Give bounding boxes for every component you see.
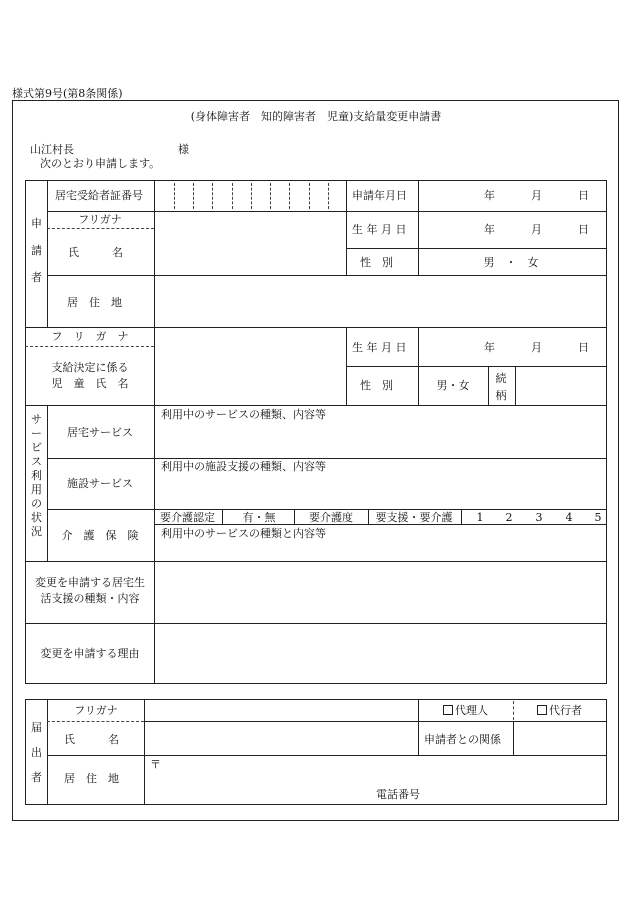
child-furigana-label: フ リ ガ ナ — [51, 330, 129, 343]
home-service-note: 利用中のサービスの種類、内容等 — [161, 408, 326, 421]
applicant-gender-label: 性 別 — [360, 256, 393, 269]
applicant-birth-day: 日 — [578, 223, 589, 236]
care-level-2: 2 — [505, 511, 513, 524]
child-relation-label-2: 柄 — [495, 389, 507, 402]
child-birth-label: 生 年 月 日 — [352, 341, 407, 354]
postal-mark: 〒 — [150, 758, 161, 771]
submitter-section-label: 届 出 者 — [31, 721, 42, 784]
application-date-label: 申請年月日 — [352, 189, 407, 202]
child-birth-day: 日 — [578, 341, 589, 354]
child-name-label-1: 支給決定に係る — [51, 361, 129, 374]
change-content-label-2: 活支援の種類・内容 — [40, 592, 140, 605]
child-relation-label-1: 続 — [495, 372, 507, 385]
proxy-option[interactable]: 代行者 — [537, 705, 582, 716]
child-name-label-2: 児 童 氏 名 — [51, 377, 129, 390]
care-cert-label: 要介護認定 — [160, 511, 215, 524]
cert-number-label: 居宅受給者証番号 — [55, 189, 143, 202]
phone-label: 電話番号 — [376, 788, 420, 801]
services-section-label: サ ー ビ ス 利 用 の 状 況 — [31, 413, 42, 538]
home-service-label: 居宅サービス — [67, 426, 133, 439]
change-content-label-1: 変更を申請する居宅生 — [35, 576, 145, 589]
care-cert-options: 有・無 — [242, 511, 276, 524]
relation-label: 申請者との関係 — [424, 733, 501, 746]
child-gender-options: 男・女 — [436, 379, 470, 392]
form-number: 様式第9号(第8条関係) — [12, 87, 123, 100]
proxy-checkbox[interactable] — [537, 705, 547, 715]
care-insurance-label: 介 護 保 険 — [61, 529, 139, 542]
applicant-furigana-label: フリガナ — [78, 213, 122, 226]
care-level-options: 要支援・要介護 — [375, 511, 453, 524]
applicant-birth-month: 月 — [531, 223, 542, 236]
applicant-name-label: 氏 名 — [68, 246, 123, 259]
application-day: 日 — [578, 189, 589, 202]
care-level-3: 3 — [535, 511, 543, 524]
application-year: 年 — [484, 189, 495, 202]
child-birth-year: 年 — [484, 341, 495, 354]
care-level-4: 4 — [565, 511, 573, 524]
care-level-label: 要介護度 — [309, 511, 353, 524]
care-level-1: 1 — [476, 511, 484, 524]
agent-checkbox[interactable] — [443, 705, 453, 715]
child-birth-month: 月 — [531, 341, 542, 354]
applicant-birth-year: 年 — [484, 223, 495, 236]
care-level-5: 5 — [594, 511, 602, 524]
addressee: 山江村長 — [30, 143, 74, 156]
submitter-name-label: 氏 名 — [64, 733, 119, 746]
facility-service-label: 施設サービス — [67, 477, 133, 490]
child-gender-label: 性 別 — [360, 379, 393, 392]
agent-option[interactable]: 代理人 — [443, 705, 488, 716]
submitter-address-label: 居 住 地 — [64, 772, 119, 785]
form-title: (身体障害者 知的障害者 児童)支給量変更申請書 — [190, 110, 442, 123]
honorific: 様 — [178, 143, 189, 156]
applicant-birth-label: 生 年 月 日 — [352, 223, 407, 236]
submitter-furigana-label: フリガナ — [74, 704, 118, 717]
change-reason-label: 変更を申請する理由 — [40, 647, 140, 660]
application-month: 月 — [531, 189, 542, 202]
applicant-address-label: 居 住 地 — [67, 296, 122, 309]
care-insurance-note: 利用中のサービスの種類と内容等 — [161, 527, 326, 540]
intro-text: 次のとおり申請します。 — [40, 157, 161, 170]
applicant-section-label: 申 請 者 — [31, 217, 42, 284]
facility-service-note: 利用中の施設支援の種類、内容等 — [161, 460, 326, 473]
applicant-gender-options: 男 ・ 女 — [483, 256, 539, 269]
